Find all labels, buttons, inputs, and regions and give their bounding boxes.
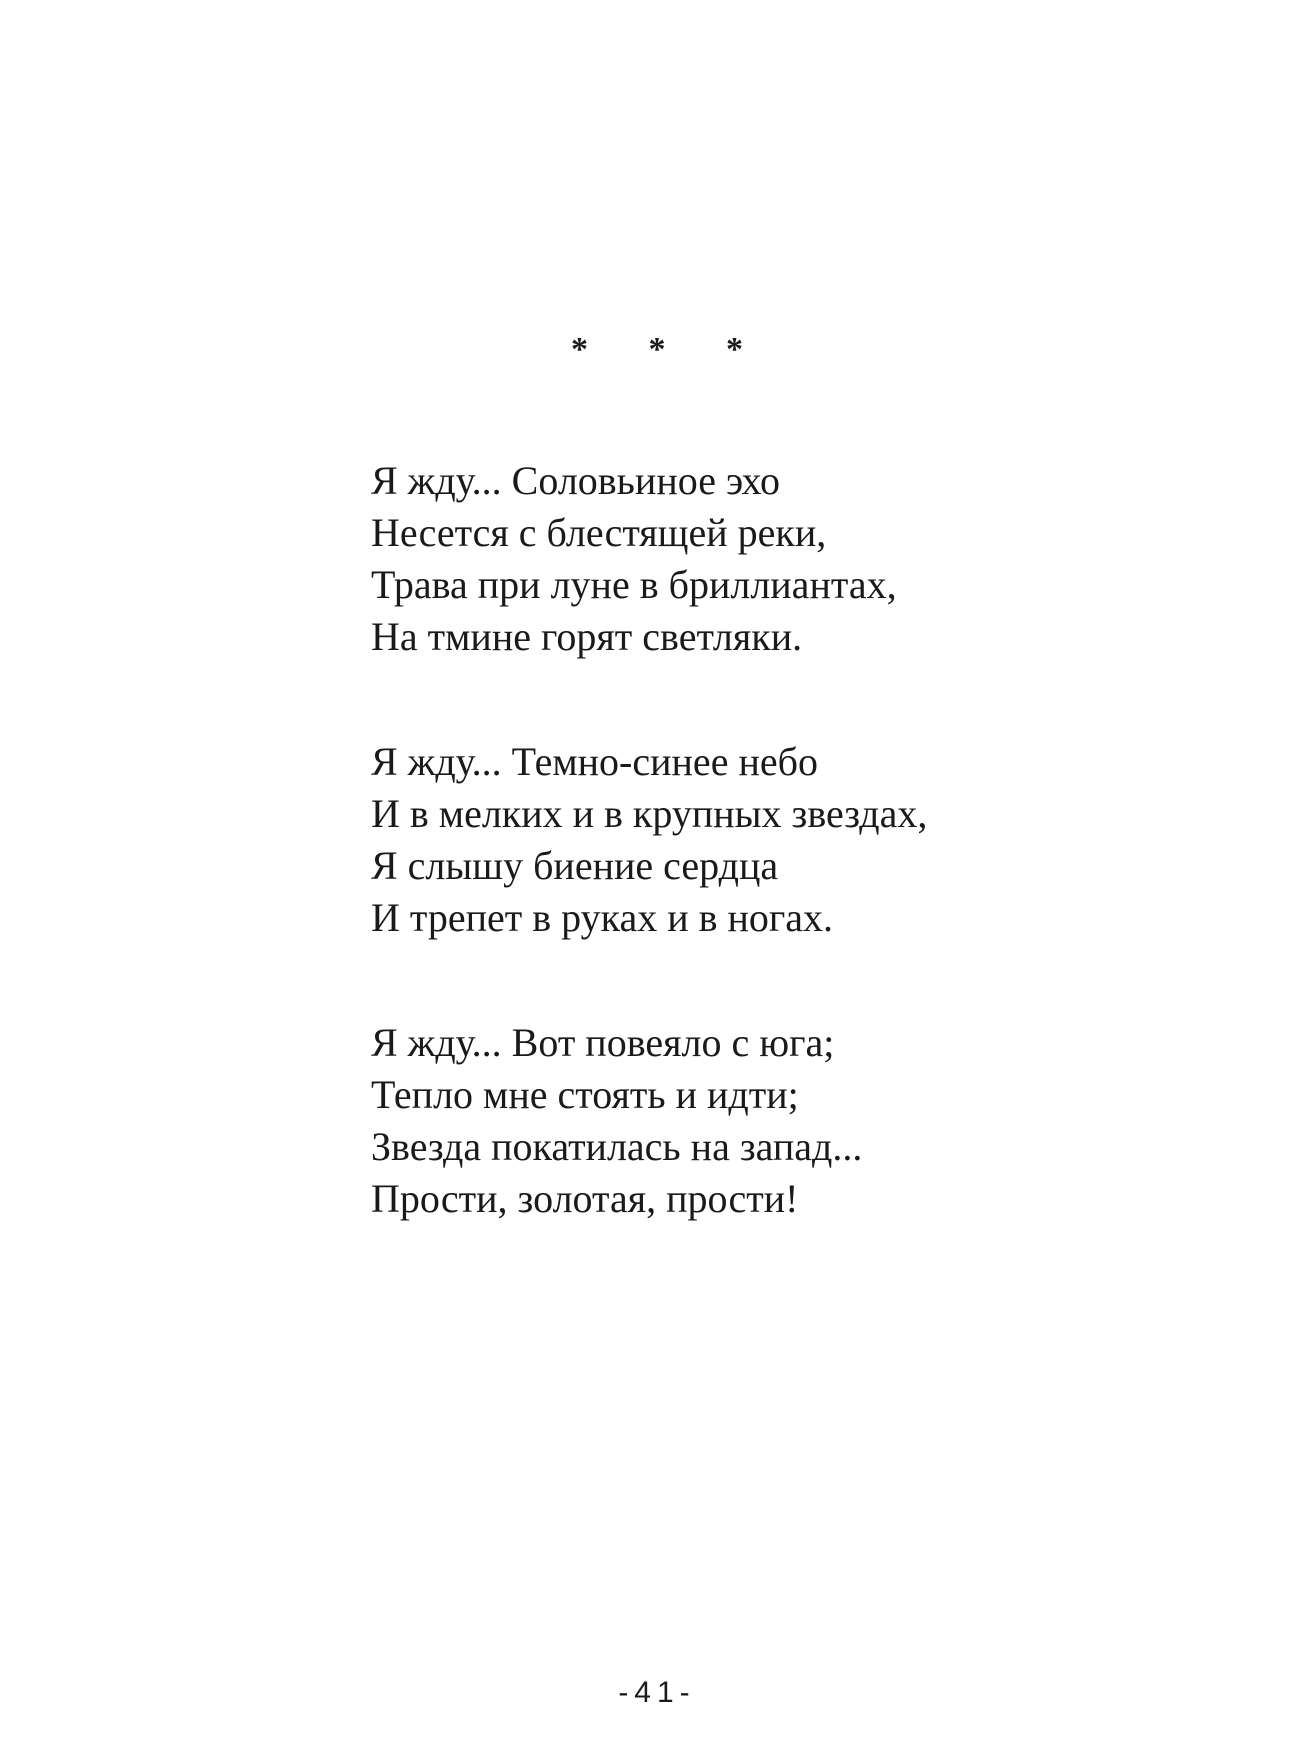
poem-line: И в мелких и в крупных звездах,	[371, 791, 928, 836]
poem-line: И трепет в руках и в ногах.	[371, 895, 834, 940]
poem-line: Звезда покатилась на запад...	[371, 1124, 863, 1169]
poem-line: Я жду... Соловьиное эхо	[371, 458, 781, 503]
section-separator: * * *	[571, 331, 769, 368]
poem-line: Я жду... Вот повеяло с юга;	[371, 1020, 835, 1065]
poem-line: Тепло мне стоять и идти;	[371, 1072, 799, 1117]
stanza-1	[371, 455, 1131, 663]
poem	[371, 455, 1131, 1298]
poem-line: Я слышу биение сердца	[371, 843, 779, 888]
page-number: -41-	[618, 1676, 696, 1709]
poem-line: Несется с блестящей реки,	[371, 510, 827, 555]
stanza-2	[371, 736, 1131, 944]
poem-line: На тмине горят светляки.	[371, 614, 803, 659]
poem-line: Я жду... Темно-синее небо	[371, 739, 818, 784]
stanza-3	[371, 1017, 1131, 1225]
poem-line: Прости, золотая, прости!	[371, 1176, 799, 1221]
poem-line: Трава при луне в бриллиантах,	[371, 562, 897, 607]
